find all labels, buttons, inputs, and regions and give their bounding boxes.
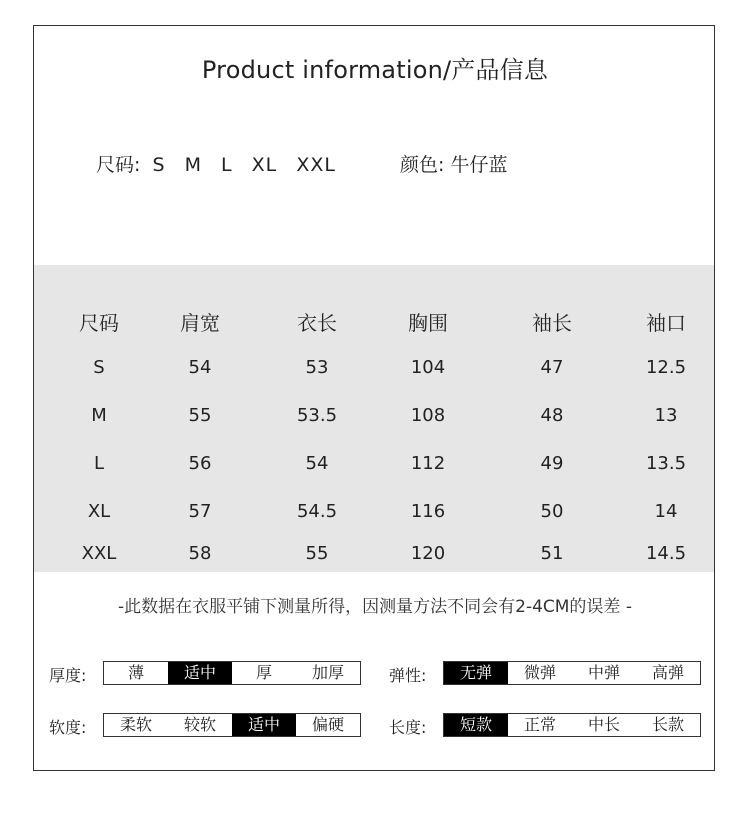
scale-option: 厚 <box>255 663 272 682</box>
table-cell: 54 <box>188 357 212 378</box>
table-cell: 51 <box>540 543 564 564</box>
table-cell: 13 <box>654 405 678 426</box>
scale-option: 较软 <box>183 715 216 734</box>
table-header-cell: 胸围 <box>408 311 448 335</box>
scale-option: 中弹 <box>587 663 620 682</box>
table-header-cell: 尺码 <box>79 311 119 335</box>
table-header-cell: 肩宽 <box>180 311 220 335</box>
size-label: 尺码: <box>96 154 141 176</box>
table-header-cell: 衣长 <box>297 311 337 335</box>
table-cell: 50 <box>540 501 564 522</box>
size-xl: XL <box>251 154 278 176</box>
scale-option: 加厚 <box>311 663 344 682</box>
table-cell: 58 <box>188 543 212 564</box>
table-cell: 12.5 <box>645 357 687 378</box>
scale-option: 柔软 <box>119 715 152 734</box>
scale-option: 微弹 <box>523 663 556 682</box>
attribute-scale <box>443 661 701 685</box>
table-cell: 55 <box>305 543 329 564</box>
table-cell: L <box>93 453 105 474</box>
scale-option-selected: 短款 <box>444 714 508 736</box>
scale-option: 中长 <box>587 715 620 734</box>
table-cell: 112 <box>410 453 446 474</box>
table-cell: 108 <box>410 405 446 426</box>
table-cell: 14 <box>654 501 678 522</box>
table-cell: 53 <box>305 357 329 378</box>
table-cell: 54.5 <box>296 501 338 522</box>
table-cell: 104 <box>410 357 446 378</box>
size-m: M <box>184 154 202 176</box>
scale-option: 偏硬 <box>311 715 344 734</box>
table-cell: 56 <box>188 453 212 474</box>
size-list <box>152 154 347 176</box>
size-spec <box>96 150 348 177</box>
table-cell: 13.5 <box>645 453 687 474</box>
table-cell: 116 <box>410 501 446 522</box>
scale-label: 弹性: <box>389 666 427 685</box>
color-spec <box>400 150 507 177</box>
table-header-cell: 袖口 <box>646 311 686 335</box>
table-cell: S <box>93 357 105 378</box>
table-cell: 54 <box>305 453 329 474</box>
table-cell: M <box>91 405 107 426</box>
scale-option: 正常 <box>523 715 556 734</box>
size-xxl: XXL <box>296 154 336 176</box>
scale-option-selected: 无弹 <box>444 662 508 684</box>
scale-option: 薄 <box>127 663 144 682</box>
scale-label: 厚度: <box>49 666 87 685</box>
color-label: 颜色: <box>400 154 445 176</box>
table-cell: 47 <box>540 357 564 378</box>
table-cell: 49 <box>540 453 564 474</box>
table-cell: 120 <box>410 543 446 564</box>
scale-option: 高弹 <box>651 663 684 682</box>
scale-option-selected: 适中 <box>168 662 232 684</box>
scale-option-selected: 适中 <box>232 714 296 736</box>
table-cell: 53.5 <box>296 405 338 426</box>
scale-label: 长度: <box>389 718 427 737</box>
size-s: S <box>152 154 166 176</box>
page-title: Product information/产品信息 <box>201 56 549 84</box>
attribute-scale <box>103 713 361 737</box>
measurement-note: -此数据在衣服平铺下测量所得，因测量方法不同会有2-4CM的误差 - <box>118 597 632 617</box>
size-l: L <box>221 154 233 176</box>
table-cell: XL <box>87 501 111 522</box>
color-value: 牛仔蓝 <box>450 154 508 176</box>
attribute-scale <box>103 661 361 685</box>
table-cell: 55 <box>188 405 212 426</box>
scale-label: 软度: <box>49 718 87 737</box>
table-cell: XXL <box>81 543 117 564</box>
table-cell: 14.5 <box>645 543 687 564</box>
table-cell: 48 <box>540 405 564 426</box>
scale-option: 长款 <box>651 715 684 734</box>
table-header-cell: 袖长 <box>532 311 572 335</box>
table-cell: 57 <box>188 501 212 522</box>
attribute-scale <box>443 713 701 737</box>
